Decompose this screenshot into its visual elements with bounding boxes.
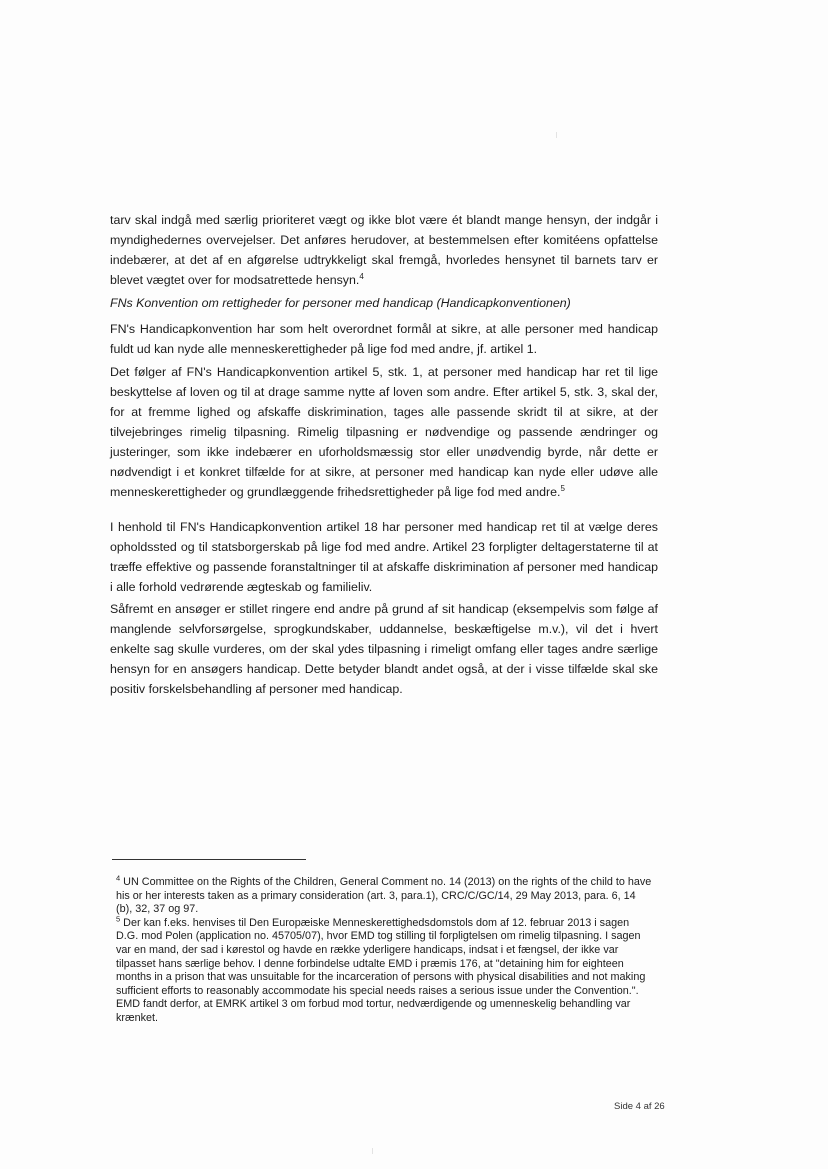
footnote-5 <box>116 914 654 1026</box>
page-number: Side 4 af 26 <box>614 1101 665 1112</box>
footnote-number: 5 <box>116 914 121 924</box>
paragraph-article-18-23 <box>110 517 658 597</box>
footnote-reference-4[interactable]: 4 <box>359 271 364 281</box>
paragraph-text: Det følger af FN's Handicapkonvention artikel 5, stk. 1, at personer med handicap har ret til lige beskyttelse af loven og til at drage samme nytte af loven som andre. Efter artikel 5, stk. 3, skal der, for at fremme lighed og afskaffe diskrimination, tages alle passende skridt til at sikre, at der tilvejebringes rimelig tilpasning. Rimelig tilpasning er nødvendige og passende ændringer og justeringer, som ikke indebærer en uforholdsmæssig stor eller unødvendig byrde, når dette er nødvendigt i et konkret tilfælde for at sikre, at personer med handicap kan nyde eller udøve alle menneskerettigheder og grundlæggende frihedsrettigheder på lige fod med andre. <box>110 365 658 499</box>
paragraph-text: Såfremt en ansøger er stillet ringere end andre på grund af sit handicap (eksempelvis som følge af manglende selvforsørgelse, sprogkundskaber, uddannelse, beskæftigelse m.v.), vil det i hvert enkelte sag skulle vurderes, om der skal ydes tilpasning i rimeligt omfang eller tages andre særlige hensyn for en ansøgers handicap. Dette betyder blandt andet også, at der i visse tilfælde skal ske positiv forskelsbehandling af personer med handicap. <box>110 602 658 696</box>
paragraph-childs-best-interest <box>110 210 658 290</box>
paragraph-text: I henhold til FN's Handicapkonvention artikel 18 har personer med handicap ret til at vælge deres opholdssted og til statsborgerskab på lige fod med andre. Artikel 23 forpligter deltagerstaterne til at træffe effektive og passende foranstaltninger til at afskaffe diskrimination af personer med handicap i alle forhold vedrørende ægteskab og familieliv. <box>110 520 658 594</box>
footnote-text: Der kan f.eks. henvises til Den Europæiske Menneskerettighedsdomstols dom af 12. februar 2013 i sagen D.G. mod Polen (application no. 45705/07), hvor EMD tog stilling til forpligtelsen om rimelig tilpasning. I sagen var en mand, der sad i kørestol og havde en række yderligere handicaps, indsat i et fængsel, der ikke var tilpasset hans særlige behov. I denne forbindelse udtalte EMD i præmis 176, at "detaining him for eighteen months in a prison that was unsuitable for the incarceration of persons with physical disabilities and not making sufficient efforts to reasonably accommodate his special needs raises a serious issue under the Convention.". EMD fandt derfor, at EMRK artikel 3 om forbud mod tortur, nedværdigende og umenneskelig behandling var krænket. <box>116 916 646 1024</box>
footnote-separator <box>112 859 306 860</box>
paragraph-positive-discrimination <box>110 599 658 699</box>
footnote-text: UN Committee on the Rights of the Children, General Comment no. 14 (2013) on the rights of the child to have his or her interests taken as a primary consideration (art. 3, para.1), CRC/C/GC/14, 29 May 2013, para. 6, 14 (b), 32, 37 og 97. <box>116 876 652 916</box>
section-heading <box>110 293 658 313</box>
footnotes <box>116 873 654 1026</box>
paragraph-article-5 <box>110 362 658 502</box>
footnote-number: 4 <box>116 873 121 883</box>
section-heading-text: FNs Konvention om rettigheder for personer med handicap (Handicapkonventionen) <box>110 296 571 310</box>
footnote-reference-5[interactable]: 5 <box>560 483 565 493</box>
footnote-4 <box>116 873 654 917</box>
scan-artifact <box>556 132 557 138</box>
paragraph-purpose <box>110 319 658 359</box>
paragraph-text: tarv skal indgå med særlig prioriteret vægt og ikke blot være ét blandt mange hensyn, der indgår i myndighedernes overvejelser. Det anføres herudover, at bestemmelsen efter komitéens opfattelse indebærer, at det af en afgørelse udtrykkeligt skal fremgå, hvorledes hensynet til barnets tarv er blevet vægtet over for modsatrettede hensyn. <box>110 213 658 287</box>
paragraph-text: FN's Handicapkonvention har som helt overordnet formål at sikre, at alle personer med handicap fuldt ud kan nyde alle menneskerettigheder på lige fod med andre, jf. artikel 1. <box>110 322 658 356</box>
scan-artifact <box>372 1148 373 1154</box>
